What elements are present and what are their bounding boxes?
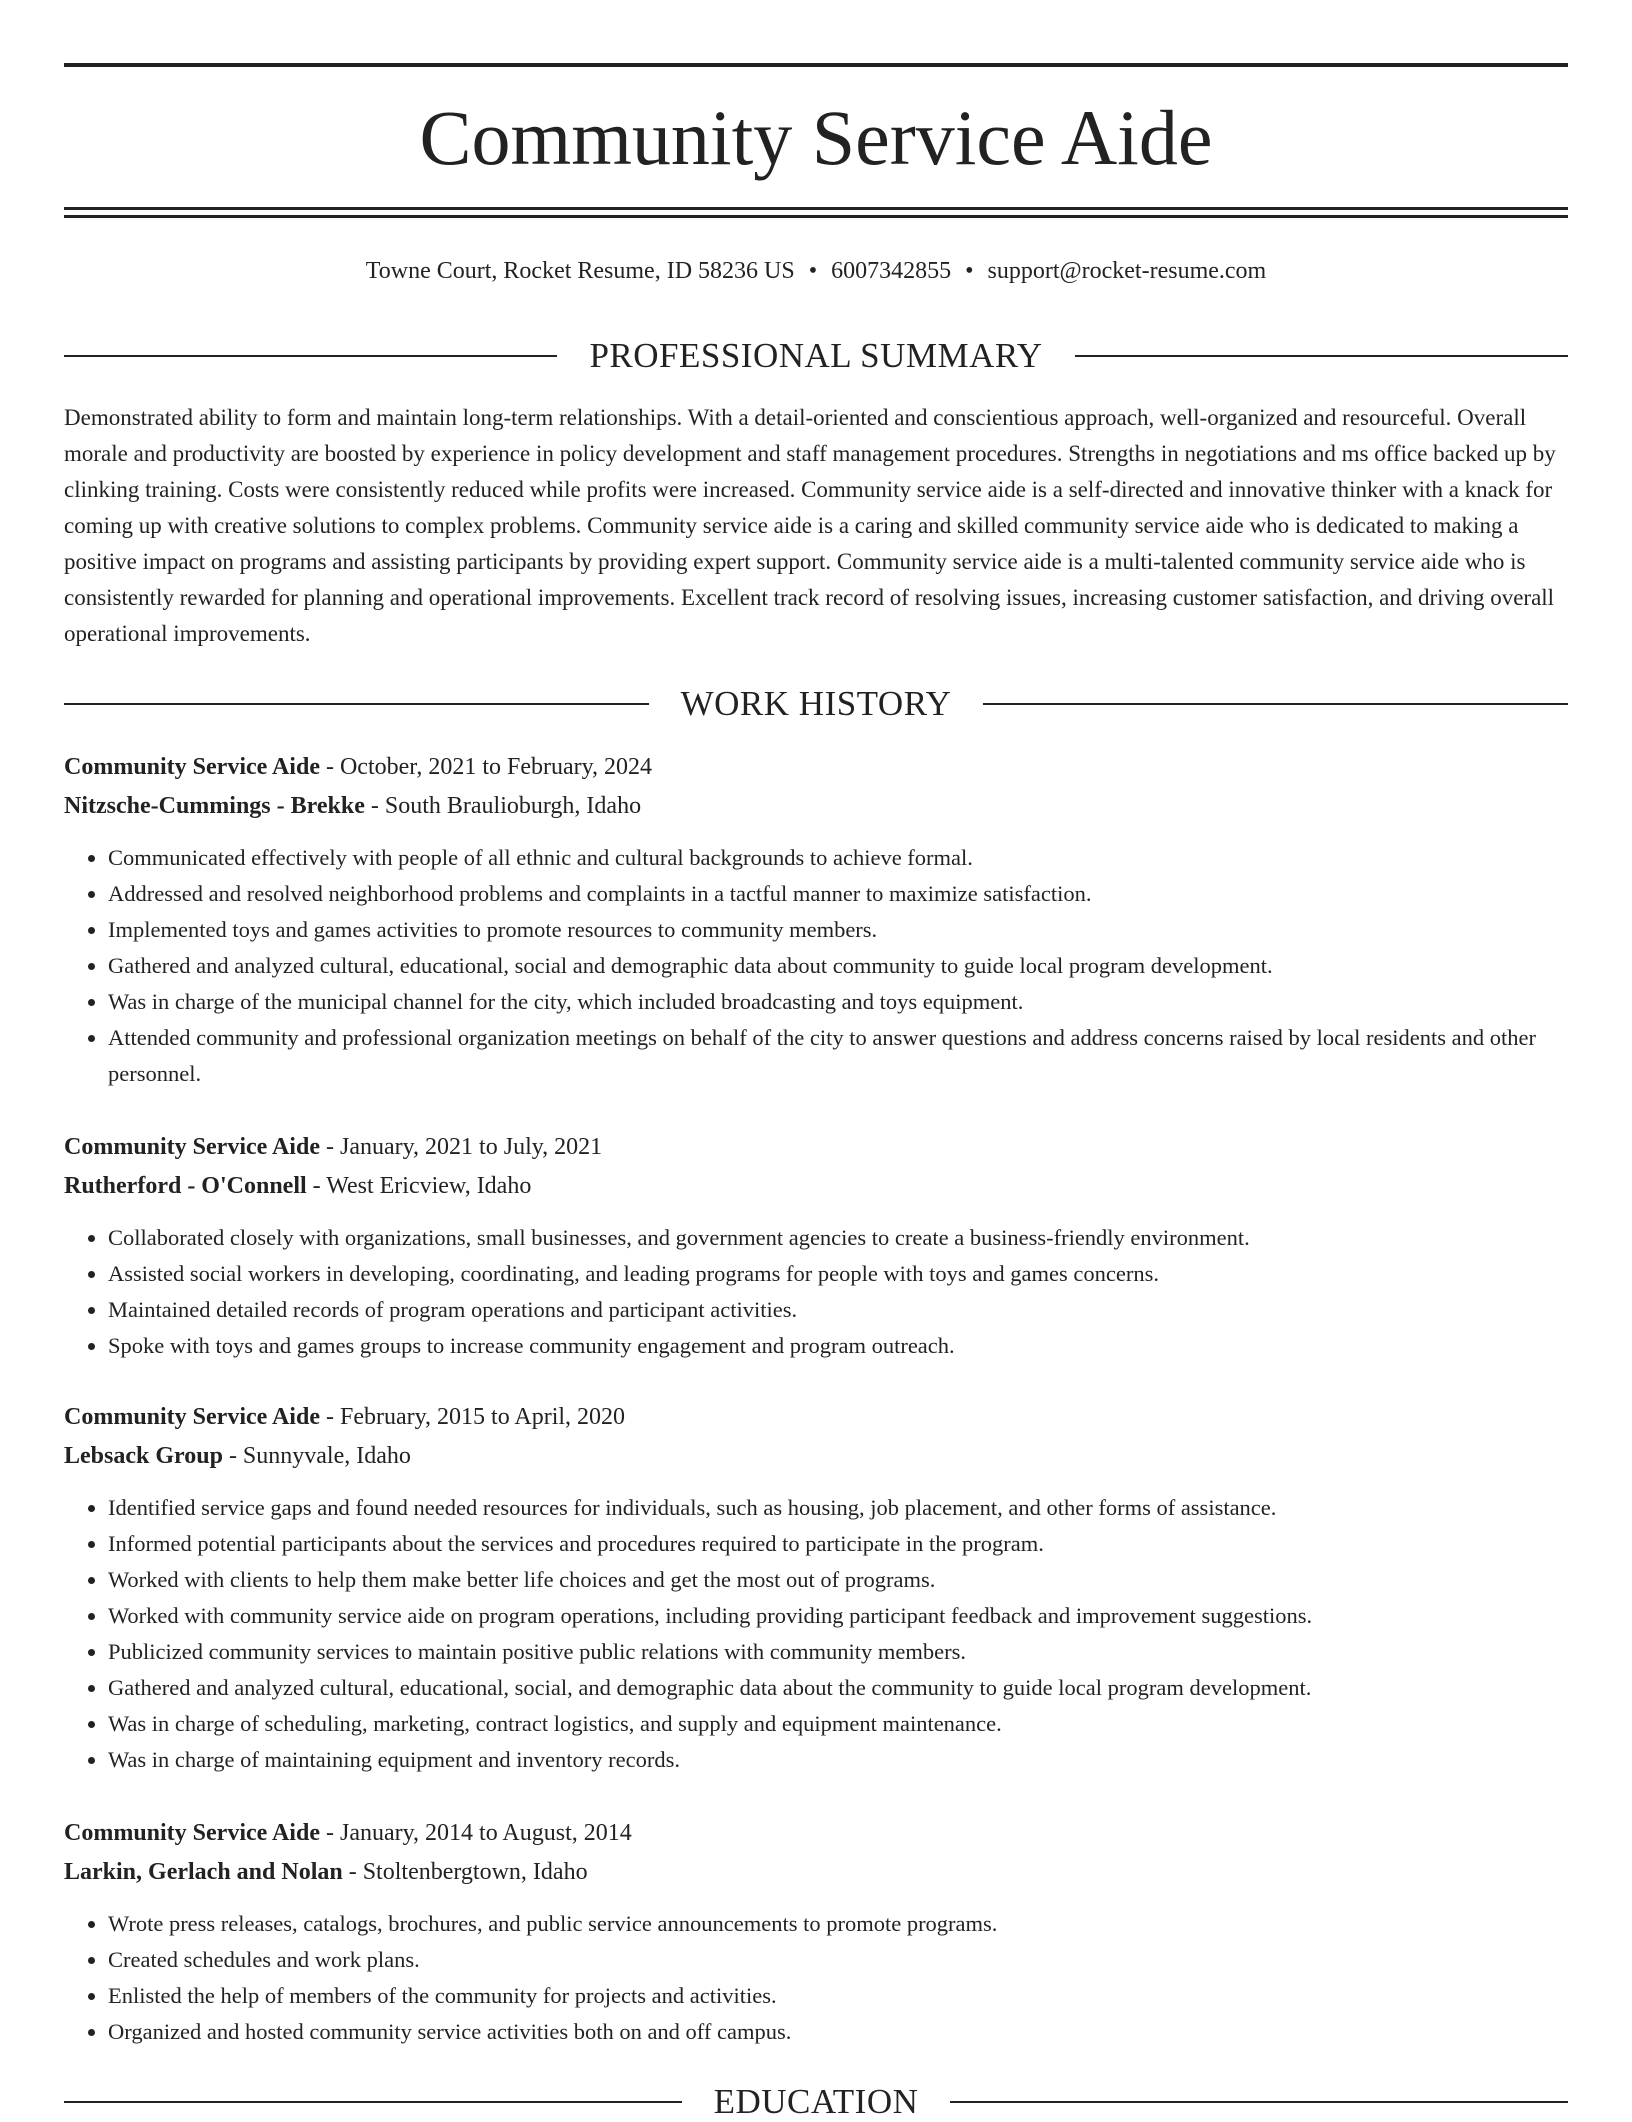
resume-name: Community Service Aide (419, 94, 1213, 181)
job-bullet: • Maintained detailed records of program operations and participant activities. (108, 1292, 1568, 1328)
job-bullet: • Communicated effectively with people of all ethnic and cultural backgrounds to achieve formal. (108, 840, 1568, 876)
summary-text: Demonstrated ability to form and maintain long-term relationships. With a detail-oriented and conscientious approach, well-organized and resourceful. Overall morale and productivity are boosted by experience in policy development and staff management procedures. Strengths in negotiations and ms office backed up by clinking training. Costs were consistently reduced while profits were increased. Community service aide is a self-directed and innovative thinker with a knack for coming up with creative solutions to complex problems. Community service aide is a caring and skilled community service aide who is dedicated to making a positive impact on programs and assisting participants by providing expert support. Community service aide is a multi-talented community service aide who is consistently rewarded for planning and operational improvements. Excellent track record of resolving issues, increasing customer satisfaction, and driving overall operational improvements. (64, 405, 1556, 646)
section-title: PROFESSIONAL SUMMARY (589, 336, 1043, 375)
job-bullet: • Assisted social workers in developing, coordinating, and leading programs for people with toys and games concerns. (108, 1256, 1568, 1292)
job-bullet: • Spoke with toys and games groups to increase community engagement and program outreach. (108, 1328, 1568, 1364)
job-company-line (64, 787, 1568, 826)
job-dates: - January, 2014 to August, 2014 (325, 1820, 632, 1846)
heading-rule (1075, 355, 1568, 357)
header-bottom-rule (64, 207, 1568, 210)
contact-line (64, 254, 1568, 288)
job-location: - West Ericview, Idaho (312, 1173, 532, 1199)
job-bullet: • Worked with community service aide on program operations, including providing participant feedback and improvement suggestions. (108, 1598, 1568, 1634)
job-company: Lebsack Group (64, 1443, 223, 1469)
job-entry (64, 1398, 1568, 1778)
job-bullet: • Created schedules and work plans. (108, 1942, 1568, 1978)
job-bullet: • Collaborated closely with organizations, small businesses, and government agencies to create a business-friendly environment. (108, 1220, 1568, 1256)
job-bullet: • Was in charge of scheduling, marketing, contract logistics, and supply and equipment maintenance. (108, 1706, 1568, 1742)
heading-rule (950, 2101, 1568, 2103)
heading-rule (983, 703, 1568, 705)
job-bullet: • Gathered and analyzed cultural, educational, social and demographic data about community to guide local program development. (108, 948, 1568, 984)
job-bullet: • Wrote press releases, catalogs, brochures, and public service announcements to promote programs. (108, 1906, 1568, 1942)
job-bullet: • Was in charge of maintaining equipment and inventory records. (108, 1742, 1568, 1778)
contact-separator: • (965, 258, 974, 284)
job-bullet: • Worked with clients to help them make better life choices and get the most out of programs. (108, 1562, 1568, 1598)
job-bullet: • Identified service gaps and found needed resources for individuals, such as housing, job placement, and other forms of assistance. (108, 1490, 1568, 1526)
job-bullet: • Addressed and resolved neighborhood problems and complaints in a tactful manner to maximize satisfaction. (108, 876, 1568, 912)
contact-phone: 6007342855 (831, 258, 952, 284)
heading-rule (64, 703, 649, 705)
job-bullets (64, 1220, 1568, 1364)
job-company: Nitzsche-Cummings - Brekke (64, 793, 365, 819)
job-bullet: • Enlisted the help of members of the community for projects and activities. (108, 1978, 1568, 2014)
section-title: EDUCATION (713, 2082, 919, 2121)
job-bullet: • Was in charge of the municipal channel for the city, which included broadcasting and toys equipment. (108, 984, 1568, 1020)
job-bullet: • Organized and hosted community service activities both on and off campus. (108, 2014, 1568, 2050)
job-location: - Sunnyvale, Idaho (228, 1443, 411, 1469)
job-company: Larkin, Gerlach and Nolan (64, 1859, 343, 1885)
job-dates: - January, 2021 to July, 2021 (325, 1134, 603, 1160)
job-title: Community Service Aide (64, 754, 320, 780)
job-dates: - October, 2021 to February, 2024 (325, 754, 653, 780)
contact-separator: • (808, 258, 818, 284)
job-company-line (64, 1853, 1568, 1892)
header-top-rule (64, 63, 1568, 67)
job-location: - Stoltenbergtown, Idaho (348, 1859, 588, 1885)
job-title-line (64, 1814, 1568, 1853)
section-heading-education (64, 2082, 1568, 2122)
section-heading-work-history (64, 684, 1568, 724)
job-title-line (64, 1128, 1568, 1167)
header-bottom-rule-second (64, 215, 1568, 218)
job-bullet: • Informed potential participants about the services and procedures required to participate in the program. (108, 1526, 1568, 1562)
job-title: Community Service Aide (64, 1404, 320, 1430)
job-title-line (64, 1398, 1568, 1437)
job-bullet: • Gathered and analyzed cultural, educational, social, and demographic data about the community to guide local program development. (108, 1670, 1568, 1706)
job-entry (64, 1814, 1568, 2050)
job-company-line (64, 1167, 1568, 1206)
job-bullet: • Attended community and professional organization meetings on behalf of the city to answer questions and address concerns raised by local residents and other personnel. (108, 1020, 1568, 1092)
section-heading-summary (64, 336, 1568, 376)
section-title: WORK HISTORY (680, 684, 952, 723)
job-title: Community Service Aide (64, 1820, 320, 1846)
heading-rule (64, 2101, 682, 2103)
job-title: Community Service Aide (64, 1134, 320, 1160)
job-entry (64, 1128, 1568, 1364)
job-bullet: • Publicized community services to maintain positive public relations with community members. (108, 1634, 1568, 1670)
job-entry (64, 748, 1568, 1092)
job-bullets (64, 1906, 1568, 2050)
contact-email: support@rocket-resume.com (987, 258, 1267, 284)
heading-rule (64, 355, 557, 357)
job-title-line (64, 748, 1568, 787)
job-company: Rutherford - O'Connell (64, 1173, 307, 1199)
job-bullet: • Implemented toys and games activities to promote resources to community members. (108, 912, 1568, 948)
job-company-line (64, 1437, 1568, 1476)
job-dates: - February, 2015 to April, 2020 (325, 1404, 626, 1430)
contact-address: Towne Court, Rocket Resume, ID 58236 US (365, 258, 795, 284)
job-bullets (64, 1490, 1568, 1778)
job-bullets (64, 840, 1568, 1092)
job-location: - South Braulioburgh, Idaho (370, 793, 642, 819)
